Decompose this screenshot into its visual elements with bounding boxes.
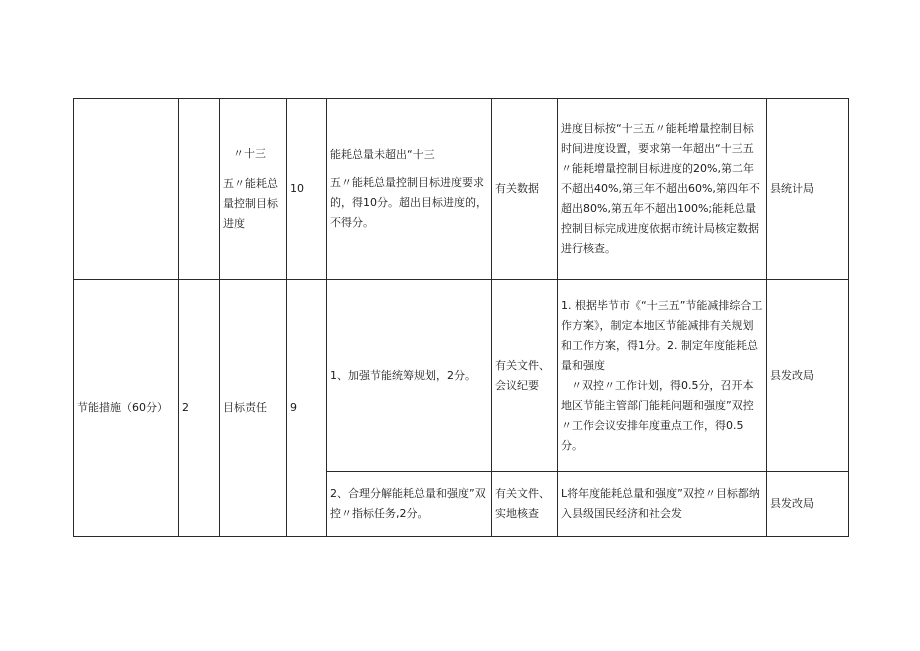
dept-cell: 县统计局: [767, 99, 849, 280]
category-cell: 节能措施（60分）: [74, 280, 179, 537]
score-cell: 9: [287, 280, 327, 537]
table-row: [74, 99, 849, 280]
category-score-cell: [179, 99, 220, 280]
score-cell: 10: [287, 99, 327, 280]
category-score-cell: 2: [179, 280, 220, 537]
detail-cell: 进度目标按“十三五〃能耗增量控制目标时间进度设置，要求第一年超出“十三五〃能耗增量控制目标进度的20%,第二年不超出40%,第三年不超出60%,第四年不超出80%,第五年不超出100%;能耗总量控制目标完成进度依据市统计局核定数据进行核查。: [558, 99, 767, 280]
criteria-cell: 2、合理分解能耗总量和强度”双控〃指标任务,2分。: [327, 472, 492, 537]
evidence-cell: 有关文件、会议纪要: [492, 280, 558, 472]
table-row: [74, 280, 849, 472]
item-text-line2: 五〃能耗总量控制目标进度: [223, 177, 278, 230]
assessment-table: [73, 98, 849, 537]
category-cell: [74, 99, 179, 280]
detail-cell: [558, 280, 767, 472]
detail-text-part1: 1. 根据毕节市《“十三五”节能减排综合工作方案》，制定本地区节能减排有关规划和工作方案，得1分。2. 制定年度能耗总量和强度: [561, 298, 763, 372]
item-cell: 目标责任: [220, 280, 287, 537]
criteria-cell: [327, 99, 492, 280]
item-cell: [220, 99, 287, 280]
evidence-cell: 有关文件、实地核查: [492, 472, 558, 537]
dept-cell: 县发改局: [767, 280, 849, 472]
criteria-cell: 1、加强节能统筹规划，2分。: [327, 280, 492, 472]
evidence-cell: 有关数据: [492, 99, 558, 280]
criteria-text-line2: 五〃能耗总量控制目标进度要求的，得10分。超出目标进度的，不得分。: [330, 176, 487, 229]
dept-cell: 县发改局: [767, 472, 849, 537]
item-text-line1: 〃十三: [233, 147, 266, 160]
criteria-text-line1: 能耗总量未超出“十三: [330, 148, 435, 161]
detail-cell: L将年度能耗总量和强度”双控〃目标都纳入县级国民经济和社会发: [558, 472, 767, 537]
detail-text-part2: 〃双控〃工作计划，得0.5分，召开本地区节能主管部门能耗问题和强度”双控〃工作会议安排年度重点工作，得0.5分。: [561, 378, 754, 452]
